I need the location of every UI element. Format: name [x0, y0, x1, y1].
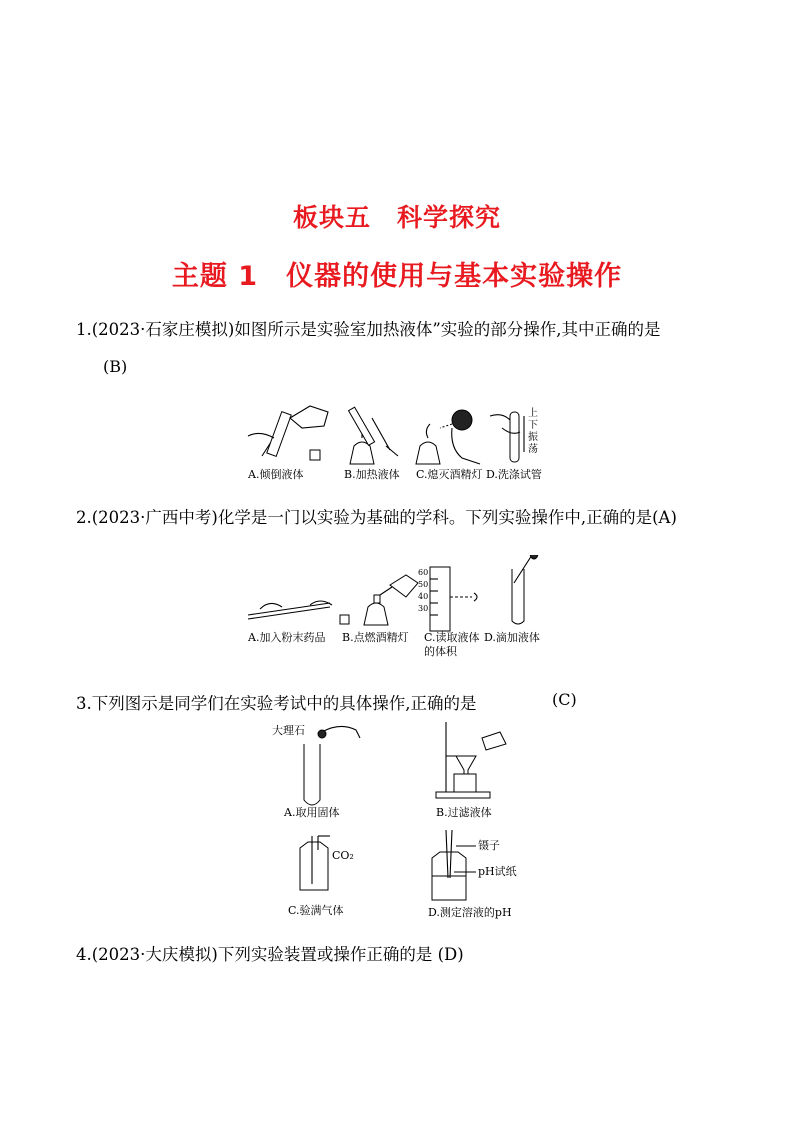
figure-2d-dropper [512, 555, 538, 624]
figure-2a-powder [248, 601, 349, 624]
figure-3d-caption: D.测定溶液的pH [428, 906, 512, 919]
figure-2c-caption-line2: 的体积 [424, 645, 457, 658]
label-down: 下 [528, 420, 538, 431]
question-4-stem: 4.(2023·大庆模拟)下列实验装置或操作正确的是 (D) [76, 945, 464, 964]
question-3-answer: (C) [552, 690, 577, 709]
label-dang: 荡 [528, 444, 538, 455]
figure-3c-gas-bottle [300, 836, 354, 890]
label-marble: 大理石 [272, 724, 305, 737]
figure-1b-caption: B.加热液体 [344, 468, 400, 481]
label-up: 上 [528, 408, 538, 419]
figure-1a-caption: A.倾倒液体 [248, 468, 304, 481]
question-3-figure [270, 718, 550, 926]
label-co2: CO₂ [332, 849, 354, 862]
question-2-stem: 2.(2023·广西中考)化学是一门以实验为基础的学科。下列实验操作中,正确的是(A) [76, 508, 677, 527]
question-2-figure [240, 555, 560, 665]
figure-1a-pouring [248, 406, 328, 460]
tick-40: 40 [418, 592, 429, 601]
question-1-stem: 1.(2023·石家庄模拟)如图所示是实验室加热液体”实验的部分操作,其中正确的是 [76, 320, 661, 339]
label-tweezers: 镊子 [478, 839, 500, 852]
figure-3a-solid [272, 723, 360, 805]
section-title: 板块五 科学探究 [292, 203, 501, 232]
eye-icon [474, 593, 477, 601]
figure-2c-caption: C.读取液体 [424, 631, 480, 644]
figure-2d-caption: D.滴加液体 [484, 631, 540, 644]
figure-3c-caption: C.验满气体 [288, 904, 344, 917]
figure-3a-caption: A.取用固体 [284, 806, 340, 819]
figure-2b-caption: B.点燃酒精灯 [342, 631, 409, 644]
figure-2b-lighting [364, 575, 418, 625]
figure-3d-ph-test [432, 830, 517, 900]
label-ph-paper: pH试纸 [478, 865, 517, 878]
figure-1b-heating [349, 407, 398, 464]
label-zhen: 振 [528, 432, 538, 443]
figure-3b-caption: B.过滤液体 [436, 806, 492, 819]
figure-1d-caption: D.洗涤试管 [486, 468, 542, 481]
tick-60: 60 [418, 568, 429, 577]
figure-1c-extinguish [416, 410, 480, 464]
figure-3b-filtration [436, 722, 506, 798]
figure-1d-shaking [490, 406, 538, 462]
figure-2a-caption: A.加入粉末药品 [248, 631, 326, 644]
question-1-answer: (B) [103, 357, 128, 376]
figure-2c-reading [418, 567, 477, 631]
topic-title: 主题 1 仪器的使用与基本实验操作 [171, 261, 623, 292]
figure-1c-caption: C.熄灭酒精灯 [416, 468, 483, 481]
tick-30: 30 [418, 604, 429, 613]
question-3-stem: 3.下列图示是同学们在实验考试中的具体操作,正确的是 [76, 694, 477, 713]
tick-50: 50 [418, 580, 429, 589]
question-1-figure [240, 398, 570, 488]
